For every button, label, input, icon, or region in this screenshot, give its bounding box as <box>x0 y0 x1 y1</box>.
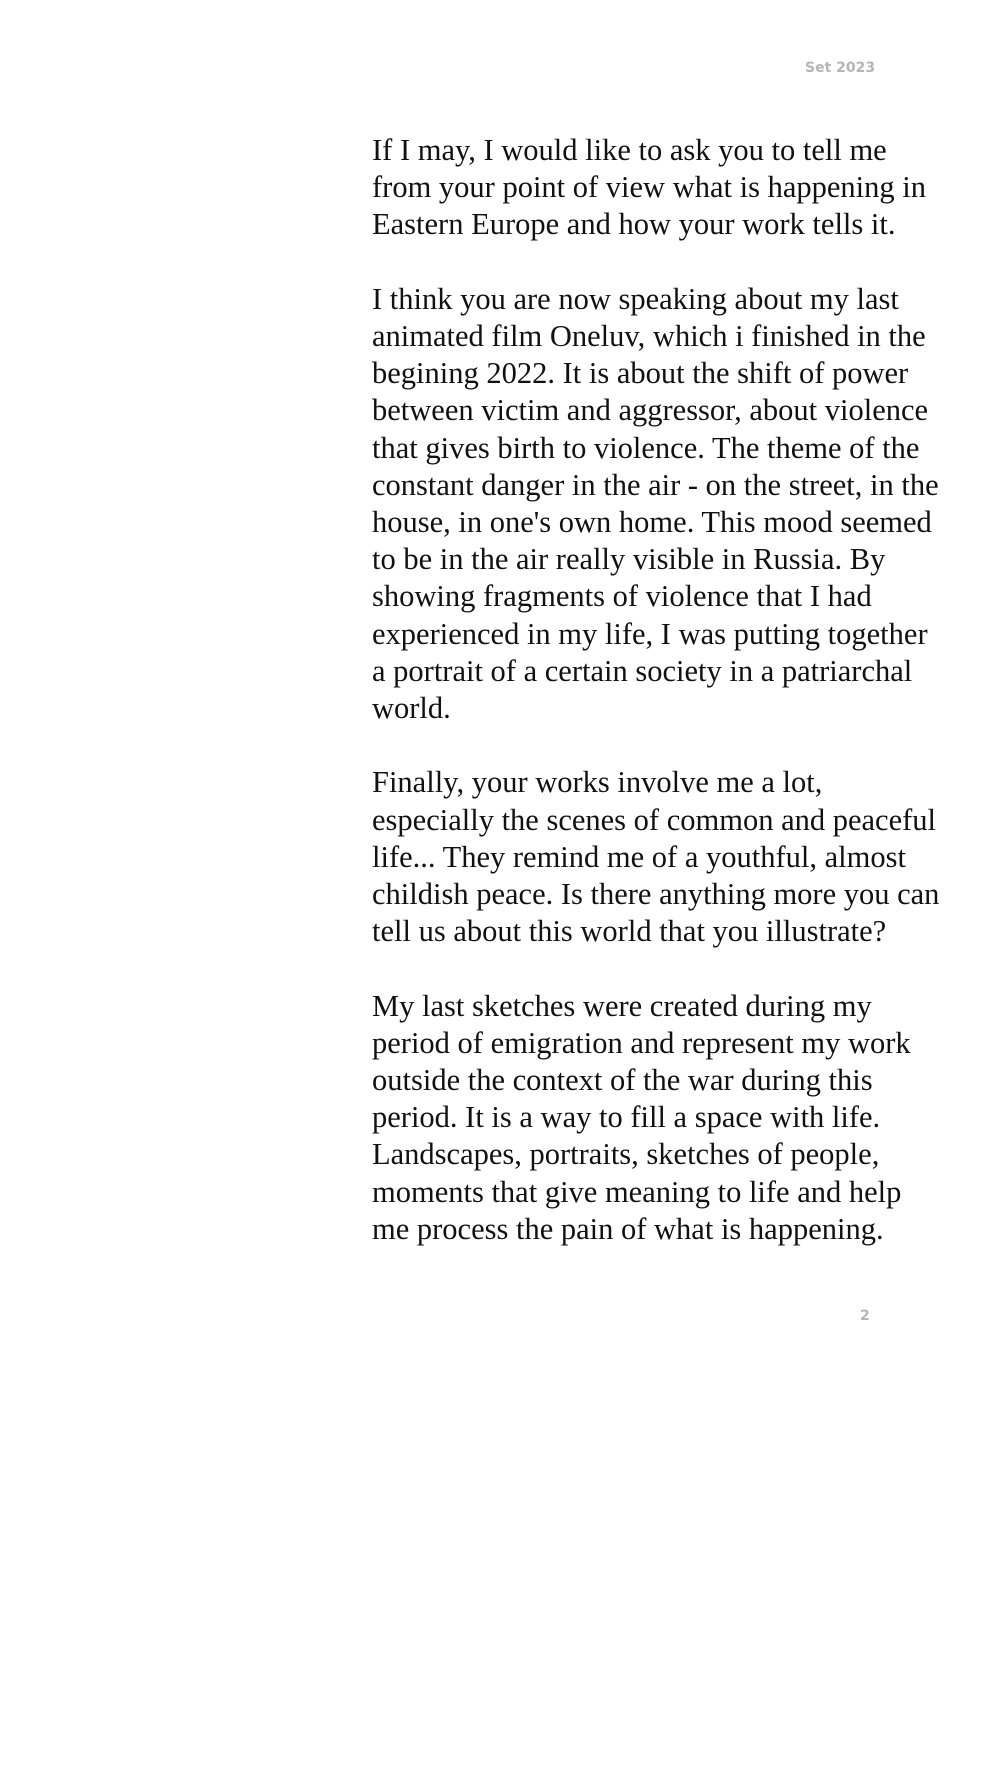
text-line: moments that give meaning to life and help <box>372 1174 902 1209</box>
text-line: constant danger in the air - on the street, in the <box>372 467 939 502</box>
answer-paragraph <box>372 988 992 1248</box>
text-line: house, in one's own home. This mood seemed <box>372 505 932 540</box>
text-line: period of emigration and represent my work <box>372 1025 911 1060</box>
page-number: 2 <box>860 1308 870 1324</box>
text-line: life... They remind me of a youthful, almost <box>372 839 906 874</box>
text-line: outside the context of the war during this <box>372 1063 873 1098</box>
text-line: that gives birth to violence. The theme of the <box>372 430 920 465</box>
text-line: from your point of view what is happening in <box>372 170 926 205</box>
text-line: childish peace. Is there anything more you can <box>372 877 940 912</box>
text-line: I think you are now speaking about my last <box>372 281 899 316</box>
text-line: to be in the air really visible in Russia. By <box>372 542 886 577</box>
text-line: especially the scenes of common and peaceful <box>372 802 937 837</box>
text-line: me process the pain of what is happening. <box>372 1211 884 1246</box>
text-line: begining 2022. It is about the shift of power <box>372 356 909 391</box>
text-line: showing fragments of violence that I had <box>372 579 872 614</box>
text-line: period. It is a way to fill a space with life. <box>372 1100 881 1135</box>
text-line: Eastern Europe and how your work tells it. <box>372 207 896 242</box>
text-line: world. <box>372 691 451 726</box>
answer-paragraph <box>372 281 992 727</box>
text-line: If I may, I would like to ask you to tell me <box>372 133 887 167</box>
text-line: My last sketches were created during my <box>372 988 872 1023</box>
header-date: Set 2023 <box>805 60 876 76</box>
text-line: between victim and aggressor, about violence <box>372 393 929 428</box>
interview-body <box>372 132 992 1285</box>
text-line: tell us about this world that you illustrate? <box>372 914 887 949</box>
text-line: Landscapes, portraits, sketches of people, <box>372 1137 880 1172</box>
text-line: experienced in my life, I was putting together <box>372 616 928 651</box>
text-line: Finally, your works involve me a lot, <box>372 765 823 800</box>
text-line: animated film Oneluv, which i finished in the <box>372 319 926 353</box>
question-paragraph <box>372 132 992 244</box>
text-line: a portrait of a certain society in a patriarchal <box>372 653 913 688</box>
question-paragraph <box>372 764 992 950</box>
